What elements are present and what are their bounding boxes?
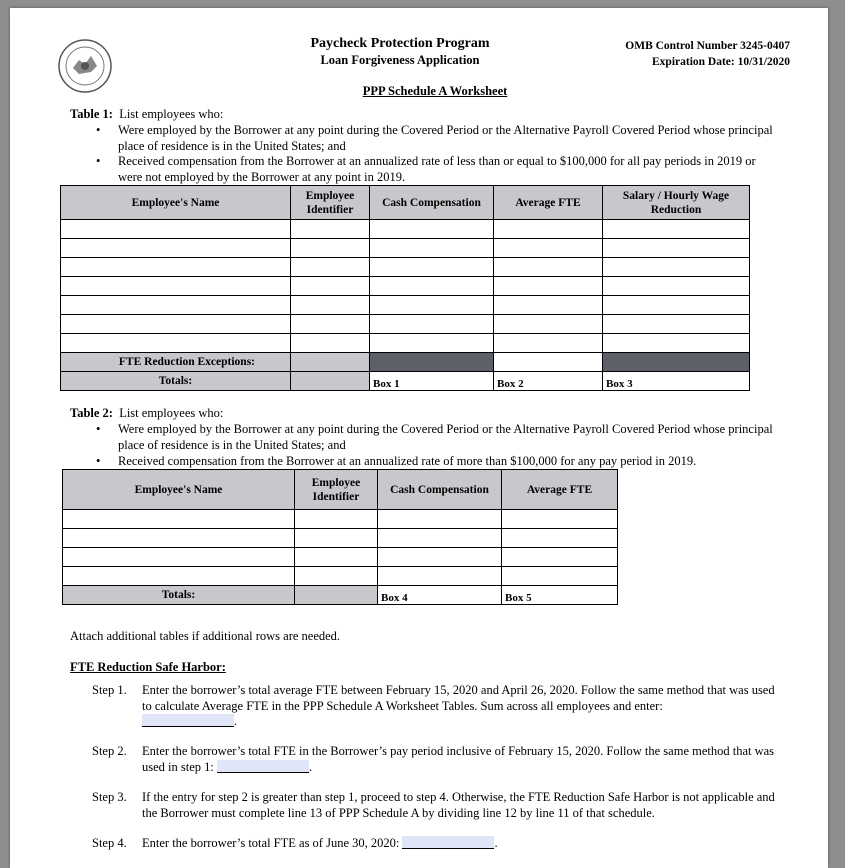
table-cell[interactable] [603,258,750,277]
step-3-number: Step 3. [92,790,127,804]
table2-header-row [63,470,618,510]
table-cell[interactable] [61,334,291,353]
table-cell[interactable] [291,220,370,239]
table2-label: Table 2: [70,406,113,420]
step-2-number: Step 2. [92,744,127,758]
table-cell[interactable] [63,510,295,529]
totals-row [61,372,750,391]
table-cell[interactable] [494,220,603,239]
table-cell[interactable] [63,548,295,567]
table-cell[interactable] [603,296,750,315]
table-cell[interactable] [295,510,378,529]
dark-cell [603,353,750,372]
table2-intro [70,406,223,421]
table-row [63,510,618,529]
table-cell[interactable] [295,548,378,567]
step-1-input[interactable] [142,714,234,727]
table1-intro [70,107,223,122]
table-cell[interactable] [494,277,603,296]
col-header-cash: Cash Compensation [370,186,494,220]
step-2: Enter the borrower’s total FTE in the Borrower’s pay period inclusive of February 15, 2020. Follow the same method that was used in step 1: . [142,744,775,774]
table-row [61,220,750,239]
table-cell[interactable] [502,529,618,548]
attach-note: Attach additional tables if additional rows are needed. [70,629,341,643]
omb-control-number: OMB Control Number 3245-0407 [625,40,790,52]
table-cell[interactable] [603,334,750,353]
table-row [61,334,750,353]
fte-exceptions-label: FTE Reduction Exceptions: [61,353,291,372]
table-cell[interactable] [295,567,378,586]
step-1: Enter the borrower’s total average FTE between February 15, 2020 and April 26, 2020. Follow the same method that was used to calculate Average FTE in the PPP Schedule A Worksheet Tables. Sum across all employees and enter: . [142,683,775,728]
form-title: Loan Forgiveness Application [320,53,480,67]
col-header-cash: Cash Compensation [378,470,502,510]
table-cell[interactable] [494,239,603,258]
table-row [63,548,618,567]
table-cell[interactable] [370,220,494,239]
table-cell[interactable] [291,296,370,315]
table-cell[interactable] [61,258,291,277]
table-cell[interactable] [61,277,291,296]
col-header-wage-reduction: Salary / Hourly Wage Reduction [603,186,750,220]
step-2-input[interactable] [217,760,309,773]
box-5[interactable]: Box 5 [502,586,618,605]
step-4-number: Step 4. [92,836,127,850]
table1 [60,185,750,391]
box-1[interactable]: Box 1 [370,372,494,391]
schedule-title: PPP Schedule A Worksheet [362,84,508,98]
table-row [61,239,750,258]
fte-exceptions-row [61,353,750,372]
table-row [63,567,618,586]
expiration-date: Expiration Date: 10/31/2020 [652,56,790,68]
table-cell[interactable] [291,239,370,258]
table-cell[interactable] [378,548,502,567]
table1-intro-text: List employees who: [119,107,224,121]
document-page [10,8,828,868]
table-cell[interactable] [61,296,291,315]
table-row [63,529,618,548]
shaded-cell [295,586,378,605]
col-header-identifier: Employee Identifier [295,470,378,510]
table-cell[interactable] [502,567,618,586]
table-cell[interactable] [370,334,494,353]
bullet-icon: • [96,123,101,137]
table-cell[interactable] [603,239,750,258]
table2-bullet-2: Received compensation from the Borrower at an annualized rate of more than $100,000 for any pay period in 2019. [118,454,697,468]
step-3-text: If the entry for step 2 is greater than step 1, proceed to step 4. Otherwise, the FTE Reduction Safe Harbor is not applicable and the Borrower must complete line 13 of PPP Schedule A by dividing line 12 by line 11 of that schedule. [142,790,775,820]
table-cell[interactable] [61,220,291,239]
box-4[interactable]: Box 4 [378,586,502,605]
table-cell[interactable] [378,510,502,529]
table-cell[interactable] [291,258,370,277]
table-row [61,277,750,296]
table-cell[interactable] [502,510,618,529]
table2 [62,469,618,605]
table-cell[interactable] [494,258,603,277]
totals-label: Totals: [61,372,291,391]
table-cell[interactable] [63,529,295,548]
step-1-text: Enter the borrower’s total average FTE between February 15, 2020 and April 26, 2020. Follow the same method that was used to calculate Average FTE in the PPP Schedule A Worksheet Tables. Sum across all employees and enter: [142,683,775,713]
table-cell[interactable] [291,334,370,353]
step-1-number: Step 1. [92,683,127,697]
table-cell[interactable] [502,548,618,567]
table1-header-row [61,186,750,220]
bullet-icon: • [96,154,101,168]
table-cell[interactable] [603,220,750,239]
table-cell[interactable] [61,315,291,334]
table-cell[interactable] [370,296,494,315]
table-cell[interactable] [378,529,502,548]
safe-harbor-title: FTE Reduction Safe Harbor: [70,660,226,674]
sba-seal-icon [57,38,113,94]
table-cell[interactable] [603,315,750,334]
col-header-name: Employee's Name [61,186,291,220]
table2-bullet-1: Were employed by the Borrower at any point during the Covered Period or the Alternative Payroll Covered Period whose principal place of residence is in the United States; and [118,422,773,452]
step-4: Enter the borrower’s total FTE as of June 30, 2020: . [142,836,498,850]
program-title: Paycheck Protection Program [310,36,490,51]
omb-info [600,38,790,70]
step-4-text: Enter the borrower’s total FTE as of June 30, 2020: [142,836,400,850]
table-row [61,258,750,277]
dark-cell [370,353,494,372]
table-cell[interactable] [370,239,494,258]
table-cell[interactable] [494,296,603,315]
table-row [61,296,750,315]
col-header-fte: Average FTE [494,186,603,220]
bullet-icon: • [96,422,101,436]
table-cell[interactable] [291,277,370,296]
table-cell[interactable] [370,258,494,277]
bullet-icon: • [96,454,101,468]
step-4-input[interactable] [402,836,494,849]
box-2[interactable]: Box 2 [494,372,603,391]
table-cell[interactable] [494,315,603,334]
table-cell[interactable] [603,277,750,296]
col-header-fte: Average FTE [502,470,618,510]
fte-exceptions-input[interactable] [494,353,603,372]
table-cell[interactable] [61,239,291,258]
table-cell[interactable] [63,567,295,586]
box-3[interactable]: Box 3 [603,372,750,391]
totals-label: Totals: [63,586,295,605]
shaded-cell [291,372,370,391]
col-header-identifier: Employee Identifier [291,186,370,220]
table1-bullet-1: Were employed by the Borrower at any point during the Covered Period or the Alternative Payroll Covered Period whose principal place of residence is in the United States; and [118,123,773,153]
totals-row [63,586,618,605]
table-cell[interactable] [370,277,494,296]
col-header-name: Employee's Name [63,470,295,510]
step-2-text: Enter the borrower’s total FTE in the Borrower’s pay period inclusive of February 15, 2020. Follow the same method that was used in step 1: [142,744,775,774]
shaded-cell [291,353,370,372]
table1-label: Table 1: [70,107,113,121]
table1-bullet-2: Received compensation from the Borrower at an annualized rate of less than or equal to $100,000 for all pay periods in 2019 or were not employed by the Borrower at any point in 2019. [118,154,756,184]
table-cell[interactable] [291,315,370,334]
table-cell[interactable] [295,529,378,548]
table-row [61,315,750,334]
table2-intro-text: List employees who: [119,406,224,420]
table-cell[interactable] [378,567,502,586]
table-cell[interactable] [494,334,603,353]
table-cell[interactable] [370,315,494,334]
